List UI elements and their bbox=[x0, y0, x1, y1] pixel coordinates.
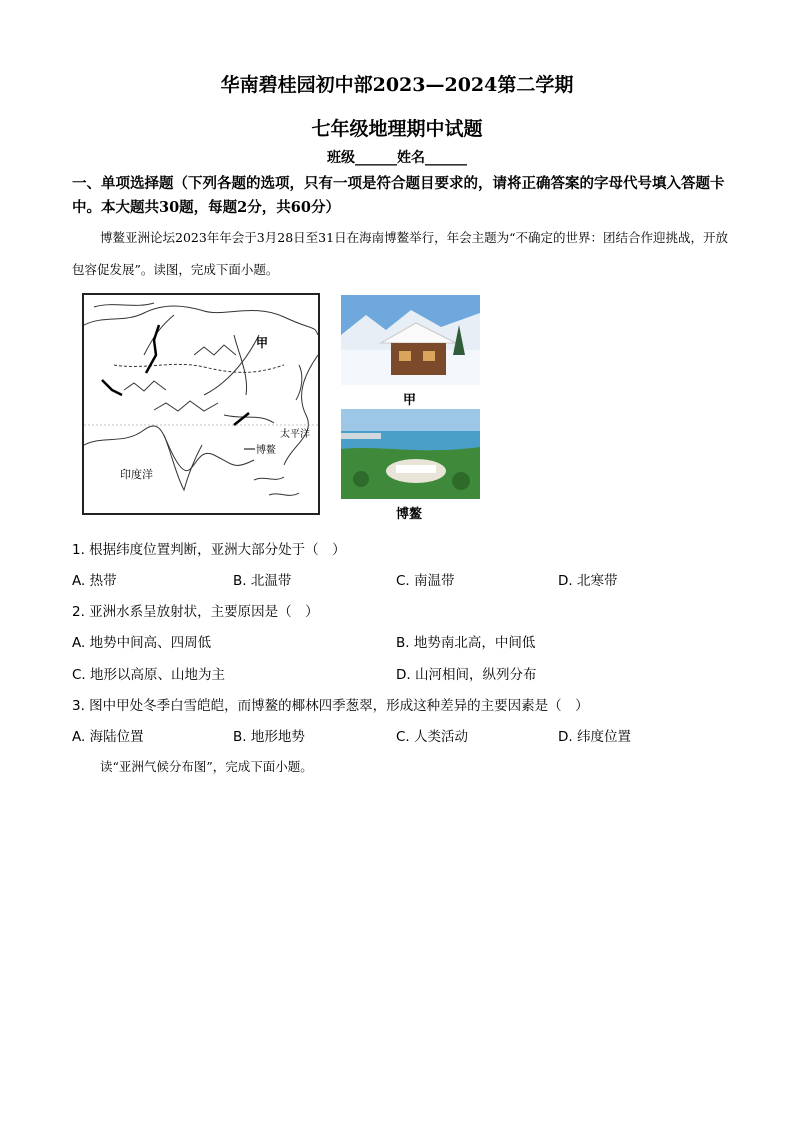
thick-line-west bbox=[102, 380, 122, 395]
photo-jia-label: 甲 bbox=[403, 393, 417, 408]
reading-prompt: 读“亚洲气候分布图”，完成下面小题。 bbox=[100, 759, 313, 774]
arctic-coast bbox=[84, 306, 318, 335]
asia-map bbox=[82, 293, 320, 515]
q3-option-a[interactable]: A. 海陆位置 bbox=[72, 729, 144, 745]
photo-boao-label: 博鳌 bbox=[396, 507, 423, 522]
q2-option-b[interactable]: B. 地势南北高，中间低 bbox=[396, 635, 536, 651]
japan bbox=[296, 365, 302, 400]
river-3 bbox=[144, 315, 174, 355]
thick-line-north bbox=[146, 325, 159, 373]
q3-option-b[interactable]: B. 地形地势 bbox=[233, 729, 305, 745]
intro-paragraph: 博鳌亚洲论坛2023年年会于3月28日至31日在海南博鳌举行，年会主题为“不确定的世界：团结合作迎挑战，开放包容促发展”。读图，完成下面小题。 bbox=[72, 230, 728, 277]
mountain-1 bbox=[124, 381, 166, 391]
photo-boao bbox=[341, 409, 480, 499]
boao-coast-image bbox=[341, 409, 480, 499]
islands bbox=[254, 477, 299, 495]
map-label-jia: 甲 bbox=[256, 336, 269, 350]
snow-chalet-image bbox=[341, 295, 480, 385]
q1-option-a[interactable]: A. 热带 bbox=[72, 573, 117, 589]
question-2: 2. 亚洲水系呈放射状，主要原因是（ ） bbox=[72, 604, 319, 620]
question-1: 1. 根据纬度位置判断，亚洲大部分处于（ ） bbox=[72, 542, 346, 558]
india-peninsula bbox=[164, 435, 202, 490]
map-label-indian-ocean: 印度洋 bbox=[120, 468, 153, 481]
q1-option-b[interactable]: B. 北温带 bbox=[233, 573, 292, 589]
map-label-pacific: 太平洋 bbox=[280, 429, 310, 440]
exam-title-line1: 华南碧桂园初中部2023—2024第二学期 bbox=[220, 74, 574, 96]
river-1 bbox=[204, 335, 259, 395]
q1-option-c[interactable]: C. 南温带 bbox=[396, 573, 455, 589]
river-2 bbox=[224, 415, 274, 423]
asia-map-drawing bbox=[84, 295, 318, 513]
north-coast-2 bbox=[94, 303, 154, 307]
q1-option-d[interactable]: D. 北寒带 bbox=[558, 573, 618, 589]
class-name-line: 班级______姓名______ bbox=[327, 150, 467, 166]
borders bbox=[114, 364, 284, 372]
q2-option-c[interactable]: C. 地形以高原、山地为主 bbox=[72, 667, 226, 683]
question-3: 3. 图中甲处冬季白雪皑皑，而博鳌的椰林四季葱翠，形成这种差异的主要因素是（ ） bbox=[72, 698, 589, 714]
mountain-2 bbox=[154, 401, 218, 411]
mountain-3 bbox=[194, 345, 236, 355]
q3-option-d[interactable]: D. 纬度位置 bbox=[558, 729, 631, 745]
exam-title-line2: 七年级地理期中试题 bbox=[311, 118, 483, 140]
photo-jia bbox=[341, 295, 480, 385]
q2-option-a[interactable]: A. 地势中间高、四周低 bbox=[72, 635, 212, 651]
map-label-boao: 博鳌 bbox=[256, 445, 276, 456]
section-heading: 一、单项选择题（下列各题的选项，只有一项是符合题目要求的，请将正确答案的字母代号填入答题卡中。本大题共30题，每题2分，共60分） bbox=[72, 175, 725, 216]
q2-option-d[interactable]: D. 山河相间，纵列分布 bbox=[396, 667, 537, 683]
q3-option-c[interactable]: C. 人类活动 bbox=[396, 729, 469, 745]
thick-line-east bbox=[234, 413, 249, 425]
